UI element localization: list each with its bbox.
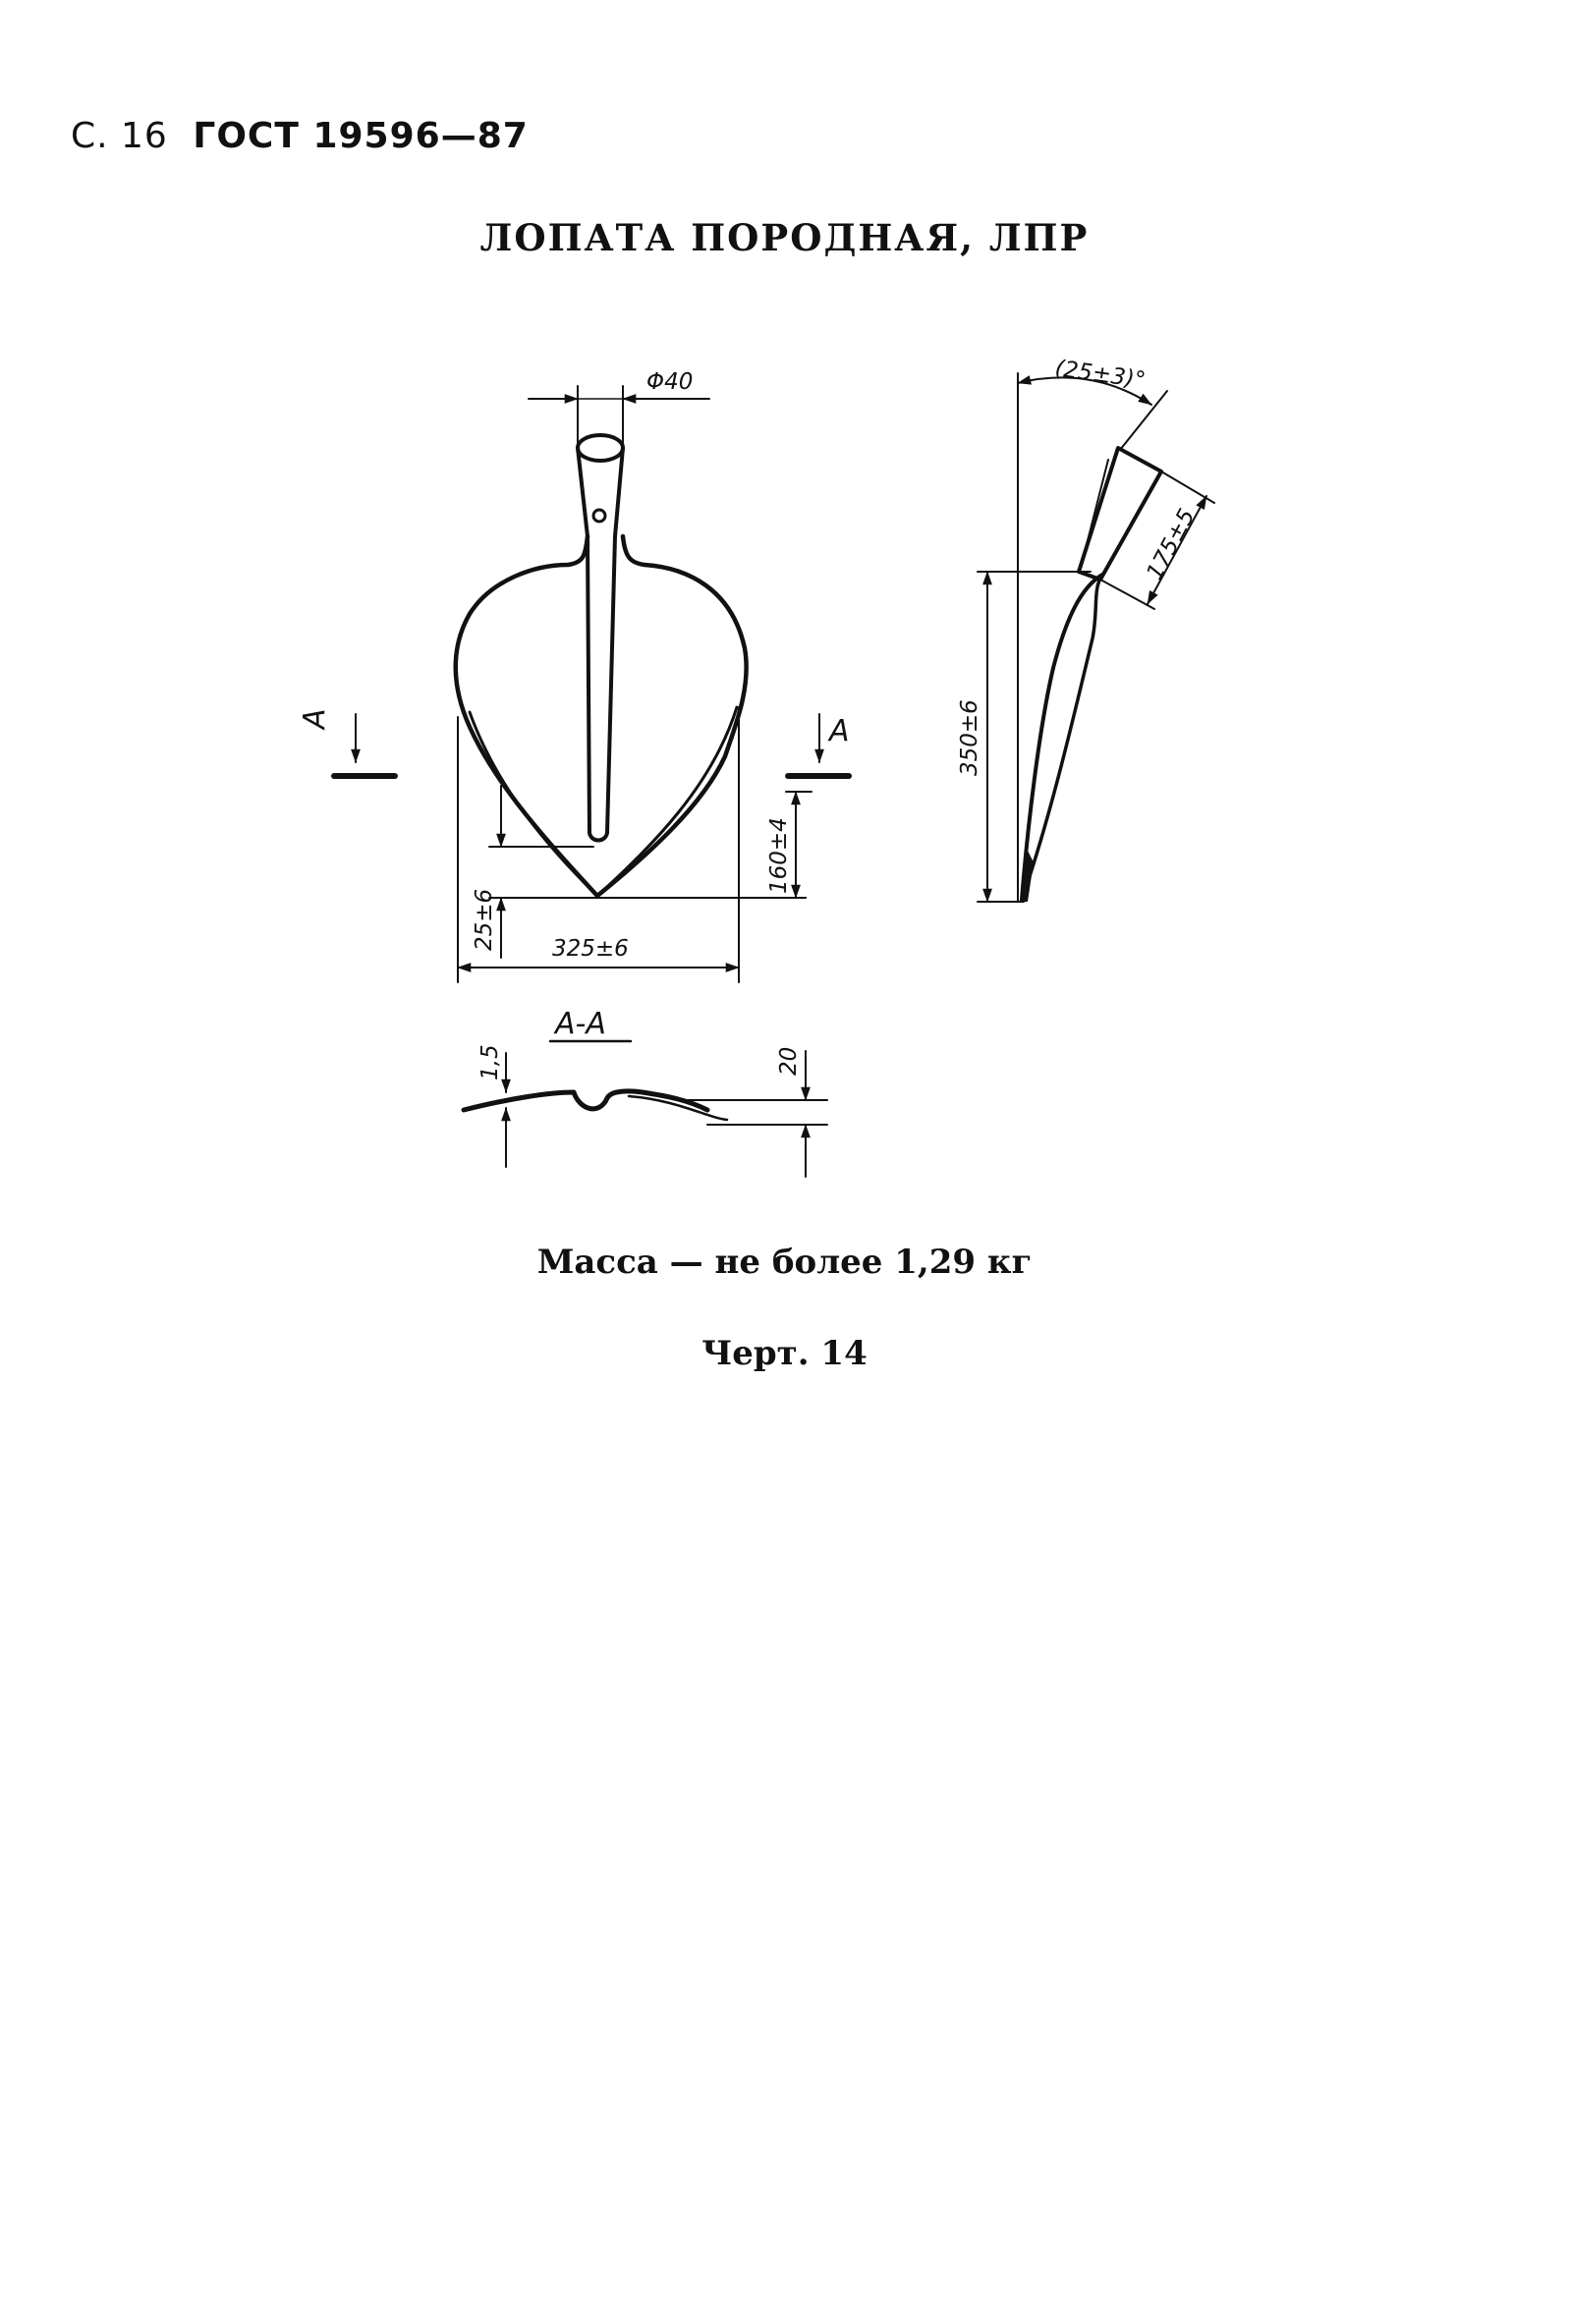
handle-length-label: 175±5: [1142, 504, 1201, 584]
depth-label: 20: [776, 1046, 802, 1076]
standard-code: ГОСТ 19596—87: [193, 116, 529, 156]
diameter-label: Φ40: [646, 369, 694, 395]
section-profile: [464, 1091, 707, 1110]
height-dim-label: 160±4: [766, 817, 792, 894]
tip-dim-label: 25±6: [472, 888, 497, 951]
blade-edge-left: [470, 712, 597, 896]
thickness-label: 1,5: [477, 1044, 503, 1080]
section-labels: [477, 1007, 802, 1080]
angle-label: (25±3)°: [1053, 356, 1148, 394]
mass-note: Масса — не более 1,29 кг: [536, 1243, 1033, 1282]
socket-opening: [578, 435, 623, 461]
blade-tip-fill: [1020, 847, 1034, 902]
figure-caption: Черт. 14: [701, 1334, 868, 1373]
page-number: С. 16: [71, 116, 168, 156]
blade-profile-back: [1022, 575, 1102, 900]
section-label: А-А: [555, 1007, 606, 1041]
blade-profile: [1022, 575, 1102, 900]
rivet-hole: [593, 510, 605, 522]
socket-tube: [578, 448, 623, 841]
section-mark-right: А: [829, 714, 850, 748]
page-title: ЛОПАТА ПОРОДНАЯ, ЛПР: [479, 216, 1090, 259]
width-dim-label: 325±6: [552, 936, 629, 962]
blade-edge-right: [597, 707, 737, 896]
blade-length-label: 350±6: [957, 699, 982, 776]
section-a-a: [464, 1041, 827, 1177]
section-mark-left: А: [298, 708, 332, 729]
side-view: [978, 373, 1214, 902]
